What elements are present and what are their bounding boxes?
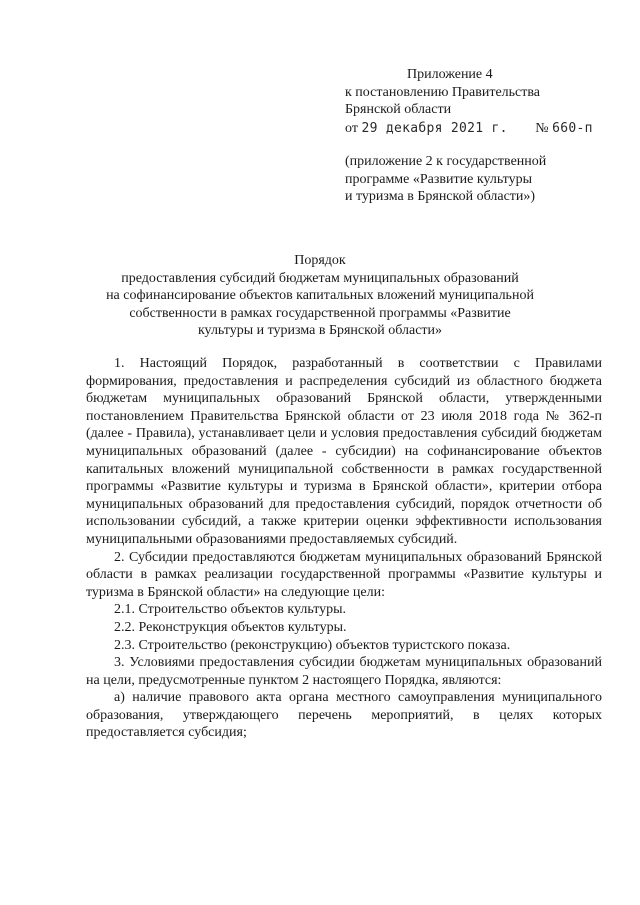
paragraph-3-a: а) наличие правового акта органа местного самоуправления муниципального образования, утверждающего перечень мероприятий, в целях которых предоставляется субсидия; bbox=[86, 690, 602, 741]
document-title bbox=[90, 252, 550, 340]
appendix-header bbox=[345, 66, 615, 206]
reference-line-2: программе «Развитие культуры bbox=[345, 171, 533, 187]
appendix-reference bbox=[345, 153, 615, 206]
number-sign: № bbox=[535, 120, 549, 136]
title-line-5: культуры и туризма в Брянской области» bbox=[197, 323, 443, 338]
paragraph-3: 3. Условиями предоставления субсидии бюджетам муниципальных образований на цели, предусмотренные пунктом 2 настоящего Порядка, являются: bbox=[86, 655, 602, 688]
paragraph-2: 2. Субсидии предоставляются бюджетам муниципальных образований Брянской области в рамках реализации государственной программы «Развитие культуры и туризма в Брянской области» на следующие цели: bbox=[86, 549, 602, 600]
date-prefix: от bbox=[345, 120, 358, 136]
title-line-1: Порядок bbox=[294, 253, 346, 268]
title-line-4: собственности в рамках государственной программы «Развитие bbox=[129, 305, 511, 321]
reference-line-3: и туризма в Брянской области») bbox=[345, 189, 536, 204]
title-line-3: на софинансирование объектов капитальных вложений муниципальной bbox=[106, 288, 534, 303]
appendix-title: Приложение 4 bbox=[407, 67, 493, 82]
title-line-2: предоставления субсидий бюджетам муниципальных образований bbox=[121, 270, 519, 286]
paragraph-2-2: 2.2. Реконструкция объектов культуры. bbox=[114, 619, 347, 635]
number-value: 660-п bbox=[552, 120, 593, 136]
document-body bbox=[86, 355, 602, 742]
reference-line-1: (приложение 2 к государственной bbox=[345, 154, 547, 169]
appendix-resolution-line: к постановлению Правительства bbox=[345, 84, 541, 100]
date-value: 29 декабря 2021 г. bbox=[361, 120, 508, 136]
paragraph-1: 1. Настоящий Порядок, разработанный в соответствии с Правилами формирования, предоставления и распределения субсидий из областного бюджета бюджетам муниципальных образований Брянской области, утвержденными постановлением Правительства Брянской области от 23 июля 2018 года № 362-п (далее - Правила), устанавливает цели и условия предоставления субсидий бюджетам муниципальных образований (далее - субсидии) на софинансирование объектов капитальных вложений муниципальной собственности в рамках государственной программы «Развитие культуры и туризма в Брянской области», критерии отбора муниципальных образований для предоставления субсидий, порядок отчетности об использовании субсидий, а также критерии оценки эффективности использования муниципальными образованиями предоставляемых субсидий. bbox=[86, 356, 602, 547]
appendix-region-line: Брянской области bbox=[345, 102, 452, 117]
paragraph-2-3: 2.3. Строительство (реконструкцию) объектов туристского показа. bbox=[114, 637, 511, 653]
appendix-date-line bbox=[345, 120, 615, 138]
paragraph-2-1: 2.1. Строительство объектов культуры. bbox=[114, 602, 347, 618]
